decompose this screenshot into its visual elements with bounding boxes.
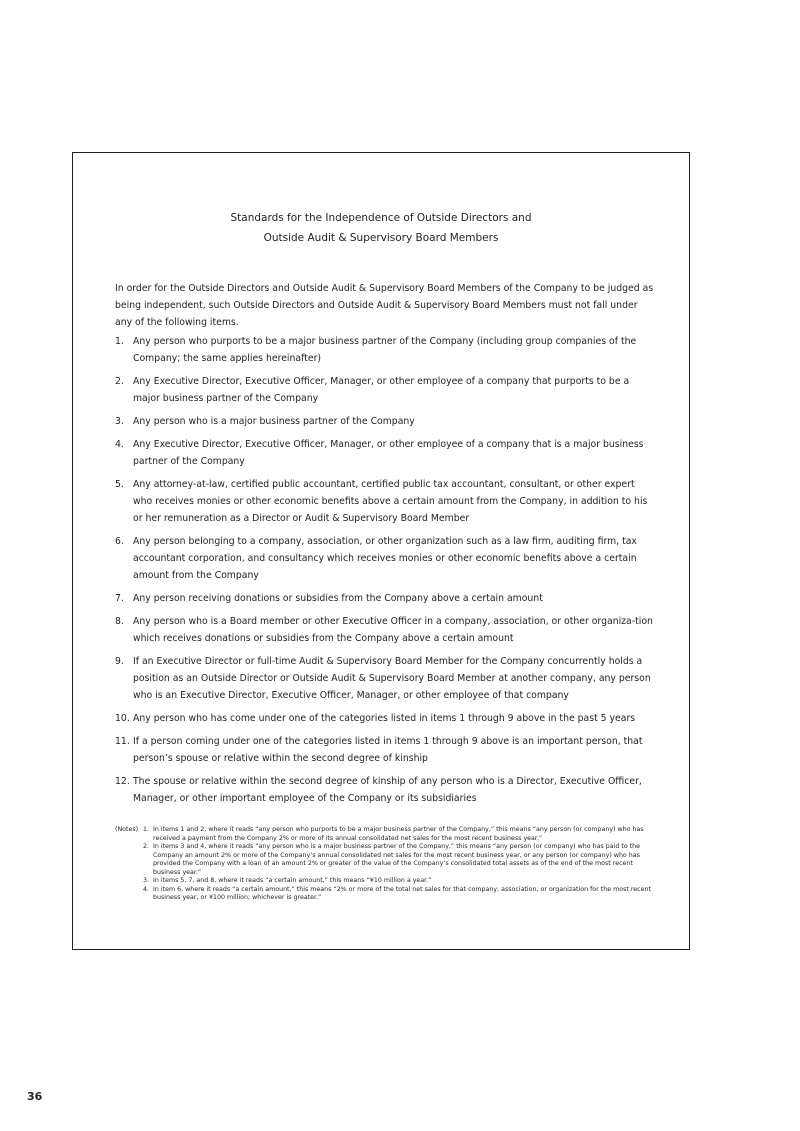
list-item	[115, 773, 655, 807]
note-item	[143, 877, 655, 886]
note-number: 2.	[143, 843, 150, 850]
item-number: 12.	[115, 776, 130, 787]
note-text: In items 5, 7, and 8, where it reads “a certain amount,” this means “¥10 million a year.”	[153, 877, 432, 884]
title-line-2: Outside Audit & Supervisory Board Members	[263, 232, 499, 244]
note-text: In item 6, where it reads “a certain amount,” this means “2% or more of the total net sales for that company, association, or organization for the most recent business year, or ¥100 million; whichever is greater.”	[153, 885, 651, 901]
list-item	[115, 333, 655, 367]
item-number: 2.	[115, 376, 124, 387]
document-body	[115, 280, 655, 813]
list-item	[115, 476, 655, 527]
item-text: If a person coming under one of the categories listed in items 1 through 9 above is an important person, that person’s spouse or relative within the second degree of kinship	[133, 736, 643, 764]
item-text: Any person who has come under one of the categories listed in items 1 through 9 above in the past 5 years	[133, 713, 636, 724]
note-number: 4.	[143, 885, 150, 893]
notes-section	[115, 826, 655, 903]
item-number: 3.	[115, 416, 124, 427]
item-text: Any person who is a Board member or other Executive Officer in a company, association, or other organiza-tion which receives donations or subsidies from the Company above a certain amount	[133, 616, 653, 644]
document-title	[72, 208, 690, 248]
item-text: Any Executive Director, Executive Officer, Manager, or other employee of a company that is a major business partner of the Company	[133, 439, 644, 467]
note-item	[143, 843, 655, 877]
title-line-1: Standards for the Independence of Outside Directors and	[230, 212, 532, 224]
list-item	[115, 653, 655, 704]
item-number: 6.	[115, 536, 124, 547]
list-item	[115, 533, 655, 584]
item-number: 5.	[115, 479, 124, 490]
item-text: Any attorney-at-law, certified public accountant, certified public tax accountant, consultant, or other expert who receives monies or other economic benefits above a certain amount from the Company, in addition to his or her remuneration as a Director or Audit & Supervisory Board Member	[133, 479, 648, 524]
list-item	[115, 436, 655, 470]
notes-list	[143, 826, 655, 903]
list-item	[115, 613, 655, 647]
item-number: 8.	[115, 616, 124, 627]
list-item	[115, 590, 655, 607]
item-text: Any person belonging to a company, association, or other organization such as a law firm, auditing firm, tax accountant corporation, and consultancy which receives monies or other economic benefits above a certain amount from the Company	[133, 536, 637, 581]
list-item	[115, 710, 655, 727]
list-item	[115, 413, 655, 430]
item-number: 10.	[115, 713, 130, 724]
standards-list	[115, 333, 655, 807]
note-number: 1.	[143, 826, 150, 833]
item-text: Any person who is a major business partner of the Company	[133, 416, 415, 427]
item-text: Any Executive Director, Executive Officer, Manager, or other employee of a company that purports to be a major business partner of the Company	[133, 376, 630, 404]
list-item	[115, 733, 655, 767]
item-text: The spouse or relative within the second degree of kinship of any person who is a Director, Executive Officer, Manager, or other important employee of the Company or its subsidiaries	[133, 776, 642, 804]
item-text: Any person who purports to be a major business partner of the Company (including group companies of the Company; the same applies hereinafter)	[133, 336, 637, 364]
item-text: If an Executive Director or full-time Audit & Supervisory Board Member for the Company concurrently holds a position as an Outside Director or Outside Audit & Supervisory Board Member at another company, any person who is an Executive Director, Executive Officer, Manager, or other employee of that company	[133, 656, 651, 701]
item-number: 9.	[115, 656, 124, 667]
note-item	[143, 886, 655, 903]
item-number: 7.	[115, 593, 124, 604]
page-number: 36	[27, 1090, 43, 1103]
note-number: 3.	[143, 877, 150, 884]
item-number: 1.	[115, 336, 124, 347]
notes-label: (Notes)	[115, 826, 139, 833]
list-item	[115, 373, 655, 407]
note-text: In items 3 and 4, where it reads “any person who is a major business partner of the Company,” this means “any person (or company) who has paid to the Company an amount 2% or more of the Company’s annual consolidated net sales for the most recent business year, or any person (or company) who has provided the Company with a loan of an amount 2% or greater of the value of the Company’s consolidated total assets as of the end of the most recent business year.”	[153, 843, 641, 876]
note-item	[143, 826, 655, 843]
item-number: 11.	[115, 736, 130, 747]
note-text: In items 1 and 2, where it reads “any person who purports to be a major business partner of the Company,” this means “any person (or company) who has received a payment from the Company 2% or more of its annual consolidated net sales for the most recent business year.”	[153, 826, 644, 842]
item-text: Any person receiving donations or subsidies from the Company above a certain amount	[133, 593, 543, 604]
item-number: 4.	[115, 439, 124, 450]
intro-paragraph: In order for the Outside Directors and Outside Audit & Supervisory Board Members of the Company to be judged as being independent, such Outside Directors and Outside Audit & Supervisory Board Members must not fall under any of the following items.	[115, 283, 654, 328]
